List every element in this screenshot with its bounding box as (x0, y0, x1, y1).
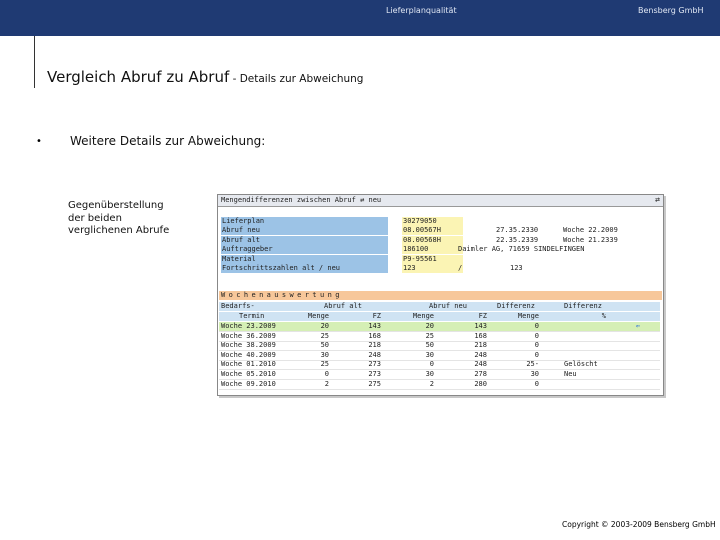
col-header-neu-menge: Menge (412, 312, 434, 320)
row-select-arrow-icon[interactable]: ⇐ (636, 322, 641, 330)
copyright-footer: Copyright © 2003-2009 Bensberg GmbH (562, 520, 716, 529)
cell-alt-menge: 25 (320, 360, 329, 369)
col-header-differenz-pct: Differenz (564, 302, 602, 310)
cell-neu-menge: 25 (425, 331, 434, 340)
sap-window-title: Mengendifferenzen zwischen Abruf ⇄ neu (221, 196, 382, 204)
cell-diff-menge: 0 (534, 322, 539, 330)
cell-neu-menge: 0 (429, 360, 434, 369)
cell-alt-fz: 168 (368, 331, 381, 340)
cell-diff-menge: 0 (534, 379, 539, 388)
caption-text: Gegenüberstellung der beiden verglichenen Abrufe (68, 200, 170, 236)
cell-termin: Woche 36.2009 (221, 331, 276, 340)
cell-diff-pct: Gelöscht (564, 360, 598, 369)
sap-header-row (218, 255, 663, 264)
title-divider (34, 36, 35, 88)
sap-header-row (218, 217, 663, 226)
col-header-diff-pct: % (601, 312, 606, 320)
cell-neu-fz: 278 (474, 370, 487, 378)
sap-header-value: 123 (510, 264, 523, 272)
sap-header-label: Lieferplan (221, 217, 388, 226)
cell-alt-menge: 50 (320, 341, 329, 350)
cell-alt-fz: 218 (368, 341, 381, 350)
cell-termin: Woche 01.2010 (221, 360, 276, 369)
sap-header-label: Fortschrittszahlen alt / neu (221, 264, 388, 273)
cell-neu-menge: 50 (425, 341, 434, 350)
sap-header-row (218, 226, 663, 235)
bullet-text: Weitere Details zur Abweichung: (70, 134, 266, 148)
banner-center-text: Lieferplanqualität (386, 6, 457, 15)
table-row[interactable] (219, 351, 660, 361)
sap-header-row (218, 245, 663, 254)
cell-neu-fz: 248 (474, 350, 487, 359)
sap-header-label: Auftraggeber (221, 245, 388, 254)
cell-termin: Woche 05.2010 (221, 370, 276, 378)
cell-alt-menge: 30 (320, 350, 329, 359)
banner-company-text: Bensberg GmbH (638, 6, 704, 15)
col-header-alt-fz: FZ (372, 312, 381, 320)
cell-neu-menge: 20 (425, 322, 434, 330)
col-header-neu-fz: FZ (478, 312, 487, 320)
cell-termin: Woche 40.2009 (221, 350, 276, 359)
col-header-bedarfs: Bedarfs- (221, 302, 255, 310)
sap-header-row (218, 236, 663, 245)
cell-neu-fz: 143 (474, 322, 487, 330)
sap-window-titlebar (218, 195, 663, 207)
cell-diff-menge: 0 (534, 331, 539, 340)
slide-title (47, 68, 363, 86)
sap-header-value: Woche 21.2339 (563, 235, 618, 244)
cell-alt-menge: 2 (324, 379, 329, 388)
sap-header-value: 123 (402, 264, 463, 273)
table-header-row-2 (219, 312, 660, 321)
cell-alt-fz: 248 (368, 350, 381, 359)
sap-header-value: Daimler AG, 71659 SINDELFINGEN (458, 245, 585, 254)
cell-neu-fz: 218 (474, 341, 487, 350)
col-header-alt-menge: Menge (307, 312, 329, 320)
sap-header-value: 08.00567H (402, 226, 463, 235)
cell-alt-menge: 20 (320, 322, 329, 330)
cell-diff-pct: Neu (564, 370, 577, 378)
sap-header-label: Abruf alt (221, 236, 388, 245)
cell-alt-fz: 273 (368, 370, 381, 378)
cell-diff-menge: 0 (534, 350, 539, 359)
cell-alt-fz: 143 (368, 322, 381, 330)
table-row[interactable] (219, 322, 660, 332)
table-row[interactable] (219, 332, 660, 342)
cell-neu-fz: 248 (474, 360, 487, 369)
cell-alt-menge: 0 (324, 370, 329, 378)
wochenauswertung-title: Wochenauswertung (219, 291, 662, 300)
cell-termin: Woche 09.2010 (221, 379, 276, 388)
table-header-row-1 (219, 302, 660, 311)
cell-neu-menge: 30 (425, 370, 434, 378)
col-header-abruf-neu: Abruf neu (429, 302, 467, 310)
table-row[interactable] (219, 341, 660, 351)
col-header-termin: Termin (239, 312, 265, 320)
sap-header-value: 186100 (402, 245, 463, 254)
sap-header-value: / (458, 264, 463, 272)
col-header-differenz-menge: Differenz (497, 302, 535, 310)
cell-neu-menge: 30 (425, 350, 434, 359)
cell-alt-fz: 273 (368, 360, 381, 369)
cell-alt-fz: 275 (368, 379, 381, 388)
cell-neu-fz: 168 (474, 331, 487, 340)
bullet-icon: • (36, 136, 42, 147)
sap-header-value: 30279050 (402, 217, 463, 226)
cell-termin: Woche 38.2009 (221, 341, 276, 350)
slide-title-sub: - Details zur Abweichung (229, 73, 364, 85)
sap-header-value: P9-95561 (402, 255, 463, 264)
cell-neu-menge: 2 (429, 379, 434, 388)
cell-neu-fz: 280 (474, 379, 487, 388)
col-header-diff-menge: Menge (517, 312, 539, 320)
sap-header-value: 22.35.2339 (496, 235, 539, 244)
col-header-abruf-alt: Abruf alt (324, 302, 362, 310)
table-row[interactable] (219, 380, 660, 390)
sap-window-control-icon[interactable]: ⇄ (655, 195, 660, 204)
sap-header-label: Material (221, 255, 388, 264)
sap-screenshot-window (217, 194, 664, 396)
sap-header-value: 08.00568H (402, 236, 463, 245)
cell-diff-menge: 0 (534, 341, 539, 350)
cell-diff-menge: 25- (526, 360, 539, 369)
sap-header-value: 27.35.2330 (496, 226, 539, 235)
cell-diff-menge: 30 (530, 370, 539, 378)
sap-header-label: Abruf neu (221, 226, 388, 235)
table-row[interactable] (219, 370, 660, 380)
sap-header-value: Woche 22.2009 (563, 226, 618, 235)
slide-title-main: Vergleich Abruf zu Abruf (47, 68, 230, 86)
table-row[interactable] (219, 360, 660, 370)
top-banner (0, 0, 720, 36)
sap-header-row (218, 264, 663, 273)
cell-termin: Woche 23.2009 (221, 322, 276, 330)
cell-alt-menge: 25 (320, 331, 329, 340)
